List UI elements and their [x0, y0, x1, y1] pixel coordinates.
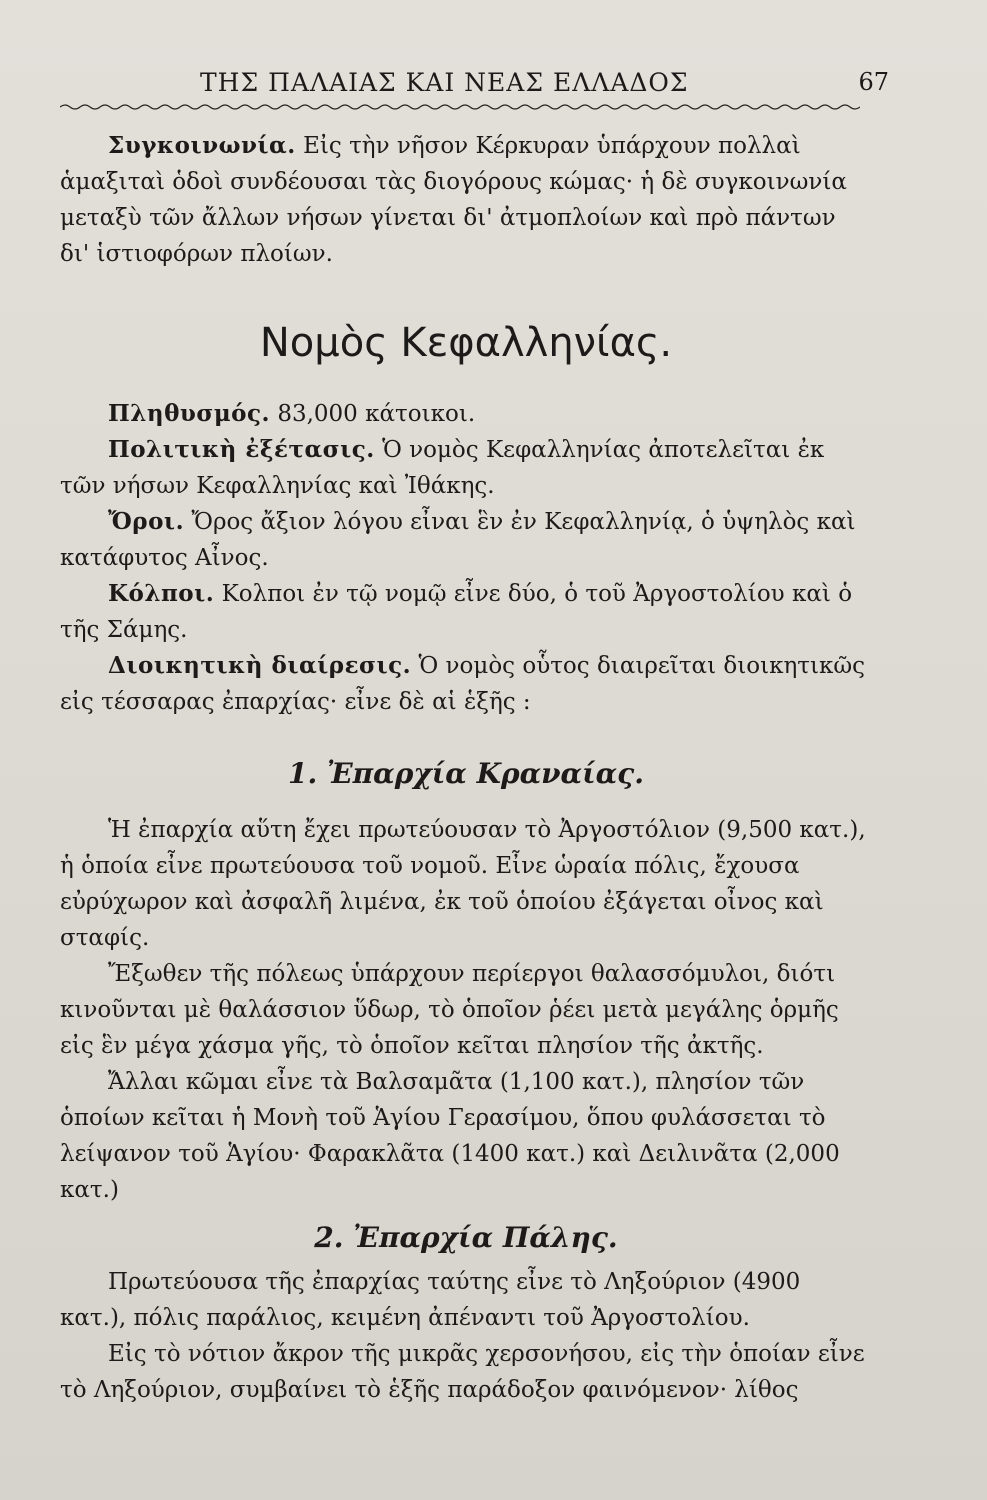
text-communication: Εἰς τὴν νῆσον Κέρκυραν ὑπάρχουν πολλαὶ ἁμαξιταὶ ὁδοὶ συνδέουσαι τὰς διογόρους κώμας· ἡ δὲ συγκοινωνία μεταξὺ τῶν ἄλλων νήσων γίνεται δι' ἀτμοπλοίων καὶ πρὸ πάντων δι' ἱστιοφόρων πλοίων.	[60, 133, 847, 267]
paragraph-communication	[60, 128, 872, 272]
text-divisions: Ὁ νομὸς οὗτος διαιρεῖται διοικητικῶς εἰς τέσσαρας ἐπαρχίας· εἶνε δὲ αἱ ἑξῆς :	[60, 653, 866, 715]
paragraph-divisions	[60, 648, 872, 720]
header-rule	[60, 103, 860, 111]
paragraph-province-2-b: Εἰς τὸ νότιον ἄκρον τῆς μικρᾶς χερσονήσου, εἰς τὴν ὁποίαν εἶνε τὸ Ληξούριον, συμβαίνει τὸ ἑξῆς παράδοξον φαινόμενον· λίθος	[60, 1341, 865, 1403]
lead-gulfs: Κόλποι.	[108, 580, 215, 607]
paragraph-province-1-c: Ἄλλαι κῶμαι εἶνε τὰ Βαλσαμᾶτα (1,100 κατ.), πλησίον τῶν ὁποίων κεῖται ἡ Μονὴ τοῦ Ἁγίου Γερασίμου, ὅπου φυλάσσεται τὸ λείψανον τοῦ Ἁγίου· Φαρακλᾶτα (1400 κατ.) καὶ Δειλινᾶτα (2,000 κατ.)	[60, 1069, 840, 1203]
subtitle-province-1: 1. Ἐπαρχία Κραναίας.	[288, 757, 644, 790]
paragraph-gulfs	[60, 576, 872, 648]
text-gulfs: Κολποι ἐν τῷ νομῷ εἶνε δύο, ὁ τοῦ Ἀργοστολίου καὶ ὁ τῆς Σάμης.	[60, 581, 853, 643]
paragraph-province-1-b: Ἔξωθεν τῆς πόλεως ὑπάρχουν περίεργοι θαλασσόμυλοι, διότι κινοῦνται μὲ θαλάσσιον ὕδωρ, τὸ ὁποῖον ῥέει μετὰ μεγάλης ὁρμῆς εἰς ἓν μέγα χάσμα γῆς, τὸ ὁποῖον κεῖται πλησίον τῆς ἀκτῆς.	[60, 961, 839, 1059]
paragraph-mountains	[60, 504, 872, 576]
paragraph-province-1-a: Ἡ ἐπαρχία αὕτη ἔχει πρωτεύουσαν τὸ Ἀργοστόλιον (9,500 κατ.), ἡ ὁποία εἶνε πρωτεύουσα τοῦ νομοῦ. Εἶνε ὡραία πόλις, ἔχουσα εὐρύχωρον καὶ ἀσφαλῆ λιμένα, ἐκ τοῦ ὁποίου ἐξάγεται οἶνος καὶ σταφίς.	[60, 817, 866, 951]
lead-communication: Συγκοινωνία.	[108, 132, 296, 159]
subtitle-province-2: 2. Ἐπαρχία Πάλης.	[314, 1221, 618, 1254]
page-header	[60, 64, 889, 104]
paragraph-political	[60, 432, 872, 504]
section-title: Νομὸς Κεφαλληνίας.	[259, 320, 673, 366]
text-population: 83,000 κάτοικοι.	[277, 401, 476, 427]
running-title: ΤΗΣ ΠΑΛΑΙΑΣ ΚΑΙ ΝΕΑΣ ΕΛΛΑΔΟΣ	[200, 68, 689, 97]
text-political: Ὁ νομὸς Κεφαλληνίας ἀποτελεῖται ἐκ τῶν νήσων Κεφαλληνίας καὶ Ἰθάκης.	[60, 437, 825, 499]
text-mountains: Ὄρος ἄξιον λόγου εἶναι ἓν ἐν Κεφαλληνίᾳ, ὁ ὑψηλὸς καὶ κατάφυτος Αἶνος.	[60, 509, 856, 571]
lead-mountains: Ὄροι.	[108, 508, 185, 535]
page-body	[60, 128, 872, 1408]
paragraph-province-2-a: Πρωτεύουσα τῆς ἐπαρχίας ταύτης εἶνε τὸ Ληξούριον (4900 κατ.), πόλις παράλιος, κειμένη ἀπέναντι τοῦ Ἀργοστολίου.	[60, 1269, 801, 1331]
page-number: 67	[858, 68, 889, 96]
paragraph-population	[60, 396, 872, 432]
lead-divisions: Διοικητικὴ διαίρεσις.	[108, 652, 412, 679]
lead-political: Πολιτικὴ ἐξέτασις.	[108, 436, 375, 463]
lead-population: Πληθυσμός.	[108, 400, 271, 427]
